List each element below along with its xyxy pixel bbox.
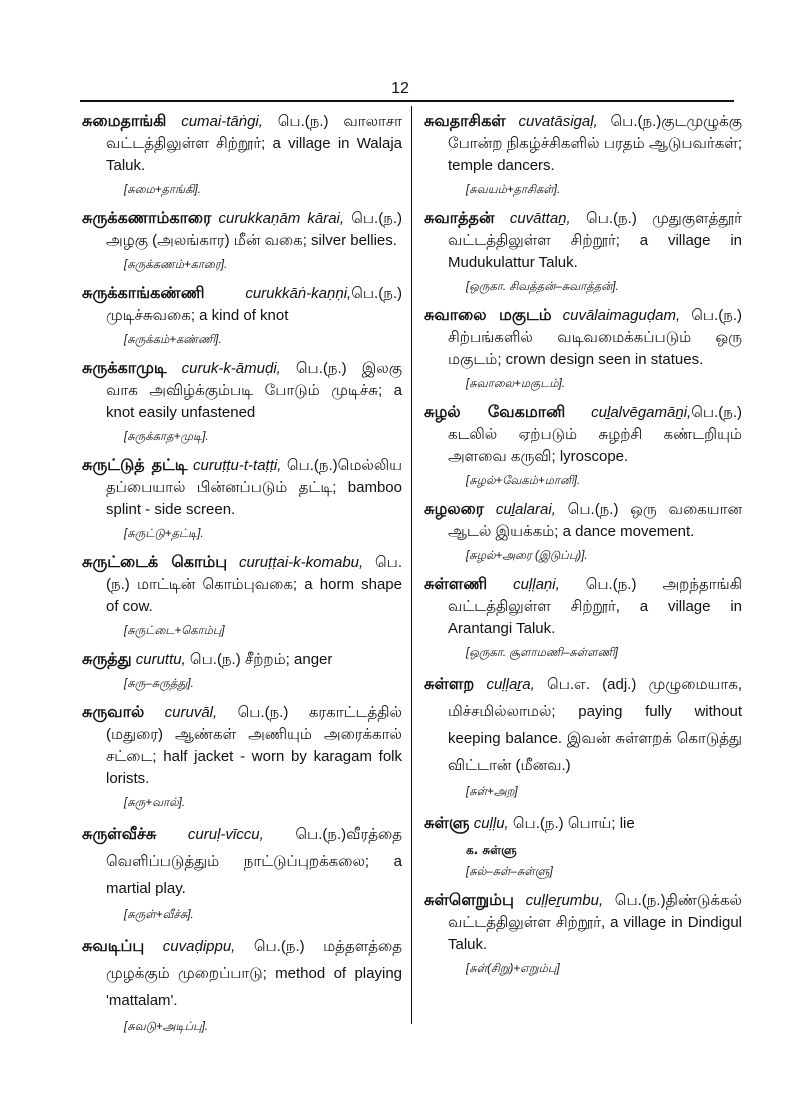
definition: பெ.(ந.)வீரத்தை வெளிப்படுத்தும் நாட்டுப்புறக்கலை; a martial play. [106,826,403,897]
headword: சுருள்வீச்சு [82,824,157,843]
headword: சுள்ளு [424,813,470,832]
definition: பெ.(ந.)மெல்லிய தப்பையால் பின்னப்படும் தட்டி; bamboo splint - side screen. [106,457,402,518]
dictionary-entry [424,809,742,881]
transliteration: cuḷḷaṟa, [486,676,535,693]
etymology: [சுல்–சுள்–சுள்ளு] [466,866,553,878]
transliteration: curukkāṅ-kaṇṇi, [245,285,352,302]
etymology: [சுவடு+அடிப்பு]. [124,1021,209,1033]
etymology: [சுவாலை+மகுடம்]. [466,378,566,390]
transliteration: cumai-tāṅgi, [181,113,263,130]
dictionary-entry [82,820,402,924]
dictionary-entry [424,498,742,565]
dictionary-entry [424,889,742,978]
etymology: [ஒருகா. சிவத்தன்–சுவாத்தன்]. [466,281,619,293]
etymology: [சுவயம்+தாசிகள்]. [466,184,561,196]
headword: சுருவால் [82,702,145,721]
etymology: [சுரு+வால்]. [124,797,186,809]
cognate: க. சுள்ளு [466,843,517,857]
transliteration: curuk-k-āmuḍi, [181,360,281,377]
dictionary-entry [424,110,742,199]
definition: பெ.(ந.) முடிச்சுவகை; a kind of knot [106,285,402,324]
headword: சுருட்டுத் தட்டி [82,455,188,474]
definition: பெ.(ந.) மாட்டின் கொம்புவகை; a horm shape of cow. [106,554,402,615]
definition: பெ.(ந.)குடமுழுக்கு போன்ற நிகழ்ச்சிகளில் பரதம் ஆடுபவர்கள்; temple dancers. [448,113,742,174]
etymology: [சுழல்+அரை (இடுப்பு)]. [466,550,588,562]
transliteration: cuḷḷeṟumbu, [525,892,604,909]
dictionary-entry [82,110,402,199]
definition: பெ.(ந.) சீற்றம்; anger [185,651,333,668]
definition: பெ.(ந.) கடலில் ஏற்படும் சுழற்சி கண்டறியும் அளவை கருவி; lyroscope. [448,404,742,465]
transliteration: curuvāl, [164,704,218,721]
transliteration: cuḷḷu, [473,815,509,832]
headword: சுருத்து [82,649,132,668]
page-number: 12 [391,80,409,97]
headword: சுருட்டைக் கொம்பு [82,552,228,571]
definition: பெ.(ந.)திண்டுக்கல் வட்டத்திலுள்ள சிற்றூர், a village in Dindigul Taluk. [448,892,742,953]
dictionary-entry [82,551,402,640]
transliteration: cuḻalarai, [495,501,556,518]
definition: பெ.(ந.) மத்தளத்தை முழக்கும் முறைப்பாடு; method of playing 'mattalam'. [106,938,402,1009]
definition: பெ.(ந.) பொய்; lie [508,815,635,832]
dictionary-entry [424,401,742,490]
etymology: [சுருக்காத+முடி]. [124,431,209,443]
dictionary-entry [424,207,742,296]
dictionary-entry [82,454,402,543]
transliteration: curuṭṭu-t-taṭṭi, [193,457,282,474]
etymology: [சுருக்கணம்+காரை]. [124,259,228,271]
headword: சுமைதாங்கி [82,111,167,130]
etymology: [சுள்(சிறு)+எறும்பு] [466,963,560,975]
transliteration: curuttu, [135,651,186,668]
headword: சுவாத்தன் [424,208,495,227]
transliteration: cuvālaimaguḍam, [562,307,681,324]
dictionary-entry [82,207,402,274]
etymology: [சுள்+அற] [466,786,518,798]
etymology: [சுழல்+வேகம்+மானி]. [466,475,581,487]
column-divider [411,106,412,1024]
dictionary-entry [424,573,742,662]
definition: பெ.(ந.) சிற்பங்களில் வடிவமைக்கப்படும் ஒரு மகுடம்; crown design seen in statues. [448,307,742,368]
dictionary-entry [424,670,742,801]
etymology: [சுருட்டு+தட்டி]. [124,528,204,540]
headword: சுருக்காங்கண்ணி [82,283,205,302]
transliteration: cuvāttaṉ, [509,210,571,227]
dictionary-entry [82,932,402,1036]
dictionary-entry [82,357,402,446]
etymology: [ஒருகா. சூளாமணி–சுள்ளணி] [466,647,618,659]
transliteration: curuḷ-vīccu, [187,826,264,843]
headword: சுழலரை [424,499,484,518]
definition: பெ.(ந.) இலகு வாக அவிழ்க்கும்படி போடும் முடிச்சு; a knot easily unfastened [106,360,402,421]
headword: சுவதாசிகள் [424,111,506,130]
headword: சுழல் வேகமானி [424,402,566,421]
etymology: [சுருக்கம்+கண்ணி]. [124,334,222,346]
headword: சுருக்காமுடி [82,358,167,377]
definition: பெ.(ந.) அறந்தாங்கி வட்டத்திலுள்ள சிற்றூர், a village in Arantangi Taluk. [448,576,742,637]
dictionary-entry [424,304,742,393]
transliteration: curukkaṇām kārai, [218,210,345,227]
left-column [82,110,402,1044]
right-column [424,110,742,986]
headword: சுவடிப்பு [82,936,145,955]
headword: சுருக்கணாம்காரை [82,208,212,227]
etymology: [சுருட்டை+கொம்பு] [124,625,225,637]
definition: பெ.(ந.) முதுகுளத்தூர் வட்டத்திலுள்ள சிற்றூர்; a village in Mudukulattur Taluk. [448,210,742,271]
headword: சுவாலை மகுடம் [424,305,552,324]
headword: சுள்ளெறும்பு [424,890,514,909]
transliteration: cuvaḍippu, [162,938,236,955]
transliteration: cuvatāsigaḷ, [518,113,598,130]
definition: பெ.(ந.) வாலாசா வட்டத்திலுள்ள சிற்றூர்; a village in Walaja Taluk. [106,113,402,174]
header-rule [80,100,734,102]
dictionary-entry [82,648,402,693]
transliteration: curuṭṭai-k-komabu, [238,554,364,571]
definition: பெ.எ. (adj.) முழுமையாக, மிச்சமில்லாமல்; paying fully without keeping balance. இவன் சுள்ளறக் கொடுத்து விட்டான் (மீனவ.) [448,676,742,774]
dictionary-entry [82,282,402,349]
transliteration: cuḷḷaṇi, [513,576,560,593]
etymology: [சுருள்+வீச்சு]. [124,909,194,921]
etymology: [சுமை+தாங்கி]. [124,184,201,196]
headword: சுள்ளணி [424,574,488,593]
definition: பெ.(ந.) ஒரு வகையான ஆடல் இயக்கம்; a dance movement. [448,501,742,540]
etymology: [சுரு–சுருத்து]. [124,678,194,690]
headword: சுள்ளற [424,674,475,693]
definition: பெ.(ந.) அழகு (அலங்கார) மீன் வகை; silver bellies. [106,210,402,249]
transliteration: cuḻalvēgamāṉi, [591,404,692,421]
dictionary-entry [82,701,402,812]
definition: பெ.(ந.) கரகாட்டத்தில் (மதுரை) ஆண்கள் அணியும் அரைக்கால் சட்டை; half jacket - worn by karagam folk lorists. [106,704,402,787]
